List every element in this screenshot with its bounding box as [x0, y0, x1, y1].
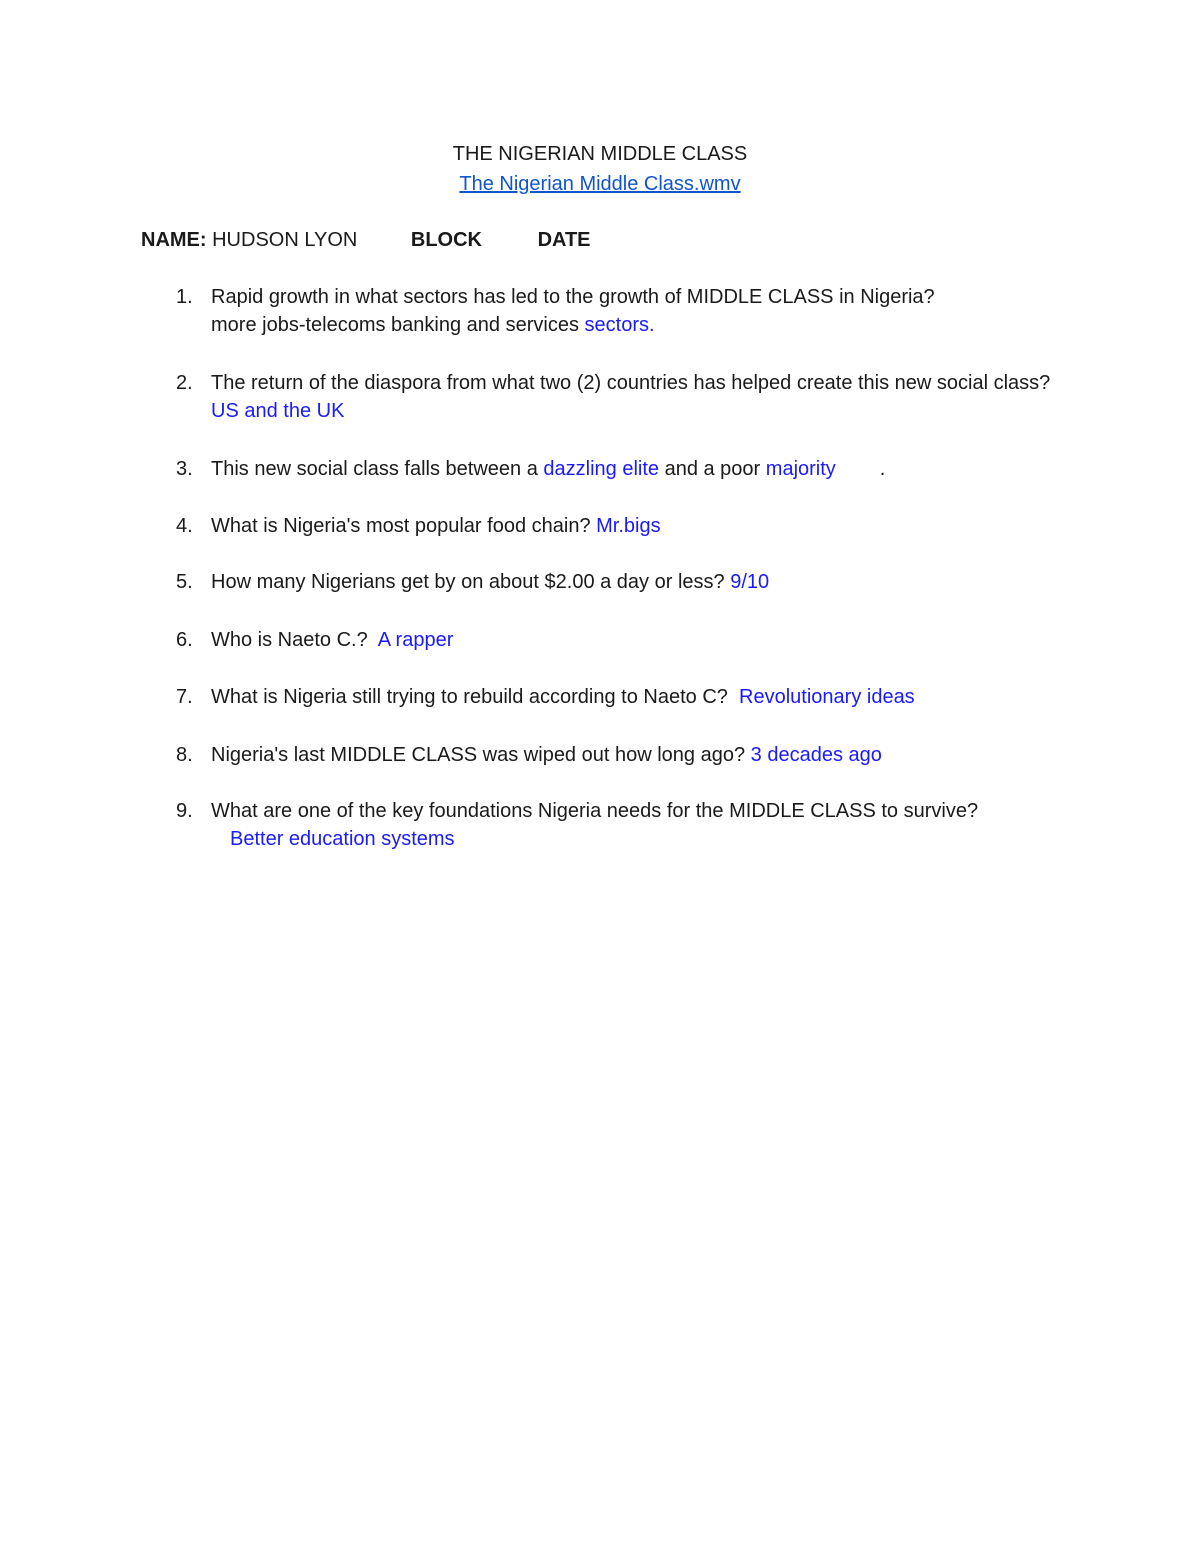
question-1	[176, 283, 1076, 339]
question-4	[176, 512, 1076, 540]
answer-text-b: majority	[765, 458, 836, 480]
question-2	[176, 369, 1076, 425]
question-text: Rapid growth in what sectors has led to the growth of MIDDLE CLASS in Nigeria?	[211, 286, 935, 308]
question-text-a: This new social class falls between a	[211, 458, 538, 480]
answer-text: Mr.bigs	[596, 515, 661, 537]
answer-prefix: more jobs-telecoms banking and services	[211, 314, 579, 336]
question-text: The return of the diaspora from what two (2) countries has helped create this new social class?	[211, 372, 1051, 394]
question-6	[176, 626, 1076, 654]
question-number: 3.	[176, 458, 193, 480]
answer-text: Revolutionary ideas	[739, 686, 915, 708]
answer-text: sectors.	[584, 314, 655, 336]
question-text: What are one of the key foundations Nigeria needs for the MIDDLE CLASS to survive?	[211, 800, 979, 822]
question-number: 6.	[176, 629, 193, 651]
question-text: What is Nigeria's most popular food chain?	[211, 515, 591, 537]
question-number: 7.	[176, 686, 193, 708]
question-text: How many Nigerians get by on about $2.00 a day or less?	[211, 571, 725, 593]
question-text-end: .	[879, 458, 886, 480]
question-number: 5.	[176, 571, 193, 593]
question-text: Nigeria's last MIDDLE CLASS was wiped out how long ago?	[211, 744, 746, 766]
video-link-container	[0, 171, 1200, 197]
answer-text: A rapper	[377, 629, 454, 651]
question-3	[176, 455, 1076, 483]
question-5	[176, 568, 1076, 596]
question-8	[176, 741, 1076, 769]
name-label: NAME:	[141, 229, 207, 251]
question-number: 1.	[176, 286, 193, 308]
question-number: 4.	[176, 515, 193, 537]
page-title: THE NIGERIAN MIDDLE CLASS	[452, 143, 748, 165]
question-number: 9.	[176, 800, 193, 822]
student-info-row	[141, 227, 591, 253]
question-number: 8.	[176, 744, 193, 766]
question-text: What is Nigeria still trying to rebuild according to Naeto C?	[211, 686, 728, 708]
question-9	[176, 797, 1076, 853]
answer-text-a: dazzling elite	[543, 458, 660, 480]
answer-text: Better education systems	[230, 828, 455, 850]
video-link[interactable]: The Nigerian Middle Class.wmv	[459, 173, 741, 195]
answer-text: US and the UK	[211, 400, 345, 422]
question-number: 2.	[176, 372, 193, 394]
answer-text: 3 decades ago	[750, 744, 882, 766]
question-text: Who is Naeto C.?	[211, 629, 368, 651]
question-text-b: and a poor	[664, 458, 761, 480]
answer-text: 9/10	[730, 571, 770, 593]
question-7	[176, 683, 1076, 711]
date-label: DATE	[537, 229, 591, 251]
name-value: HUDSON LYON	[212, 229, 358, 251]
block-label: BLOCK	[410, 229, 482, 251]
